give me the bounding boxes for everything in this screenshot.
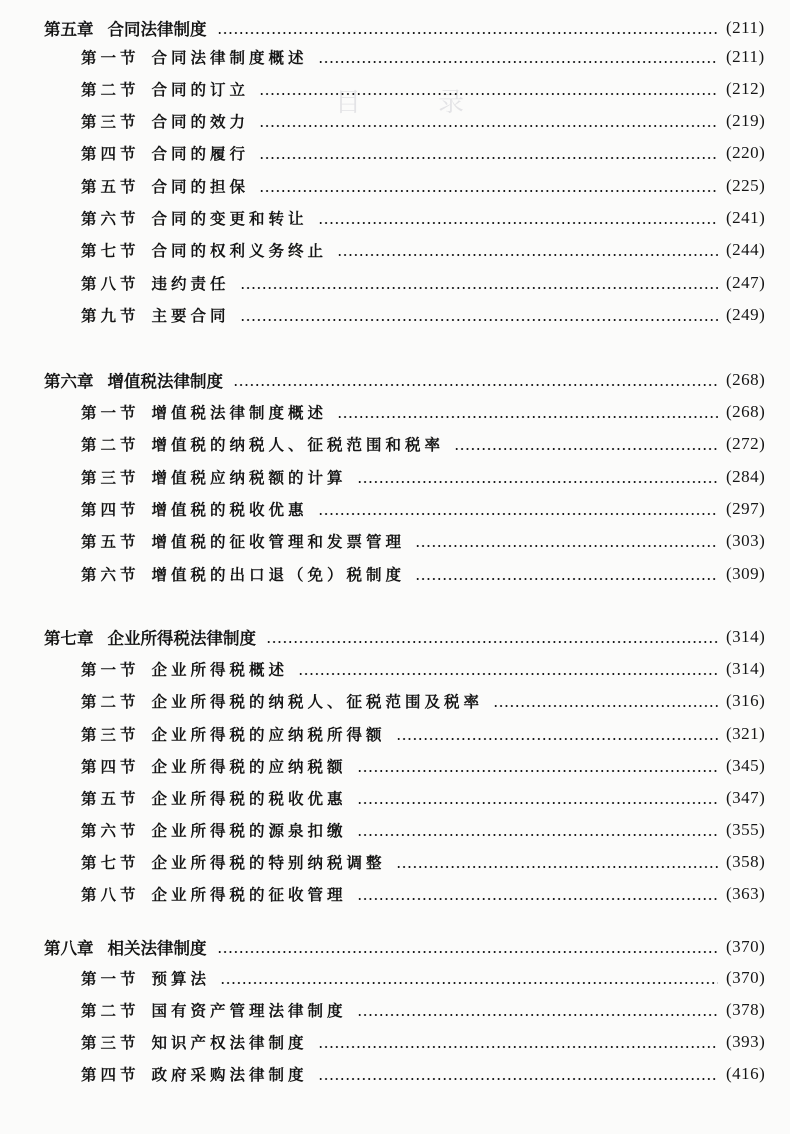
section-label	[0, 999, 347, 1021]
section-number: 第二节	[81, 435, 140, 454]
section-title: 主要合同	[151, 306, 230, 325]
dot-leader	[415, 545, 718, 547]
section-number: 第三节	[81, 1033, 140, 1052]
section-title: 合同的担保	[151, 177, 250, 196]
dot-leader	[259, 125, 718, 127]
section-number: 第六节	[81, 565, 140, 584]
chapter-label	[0, 16, 207, 40]
toc-chapter-row[interactable]	[0, 622, 790, 652]
toc-section-row[interactable]	[0, 879, 790, 909]
section-number: 第二节	[81, 692, 140, 711]
section-title: 企业所得税的应纳税额	[151, 757, 347, 776]
section-title: 预算法	[151, 969, 211, 988]
section-page-number: (241)	[726, 208, 766, 227]
section-title: 企业所得税概述	[151, 660, 289, 679]
section-label	[0, 658, 288, 680]
section-page-number: (363)	[726, 884, 766, 903]
section-page-number: (370)	[726, 968, 766, 987]
chapter-number: 第六章	[44, 372, 94, 391]
section-label	[0, 78, 249, 100]
toc-section-row[interactable]	[0, 203, 790, 233]
dot-leader	[298, 673, 718, 675]
section-label	[0, 851, 386, 873]
section-page-number: (314)	[726, 659, 766, 678]
section-page-number: (303)	[726, 531, 766, 550]
section-title: 企业所得税的纳税人、征税范围及税率	[151, 692, 484, 711]
toc-section-row[interactable]	[0, 751, 790, 781]
section-page-number: (416)	[726, 1064, 766, 1083]
dot-leader	[357, 898, 718, 900]
section-page-number: (345)	[726, 756, 766, 775]
section-title: 企业所得税的征收管理	[151, 885, 347, 904]
section-number: 第五节	[81, 177, 140, 196]
section-label	[0, 433, 444, 455]
section-title: 合同的履行	[151, 144, 250, 163]
dot-leader	[357, 834, 718, 836]
toc-section-row[interactable]	[0, 783, 790, 813]
section-label	[0, 239, 327, 261]
section-page-number: (355)	[726, 820, 766, 839]
dot-leader	[415, 578, 718, 580]
dot-leader	[318, 222, 718, 224]
chapter-number: 第八章	[44, 939, 94, 958]
section-label	[0, 530, 405, 552]
section-number: 第二节	[81, 80, 140, 99]
section-number: 第一节	[81, 48, 140, 67]
dot-leader	[357, 481, 718, 483]
section-label	[0, 1063, 308, 1085]
section-label	[0, 967, 210, 989]
section-title: 合同的变更和转让	[151, 209, 308, 228]
dot-leader	[318, 1078, 718, 1080]
dot-leader	[240, 319, 718, 321]
dot-leader	[220, 982, 718, 984]
section-page-number: (225)	[726, 176, 766, 195]
section-number: 第八节	[81, 274, 140, 293]
chapter-page-number: (211)	[726, 18, 765, 37]
section-title: 合同的权利义务终止	[151, 241, 328, 260]
section-title: 增值税应纳税额的计算	[151, 468, 347, 487]
section-number: 第五节	[81, 789, 140, 808]
chapter-page-number: (268)	[726, 370, 766, 389]
section-number: 第一节	[81, 969, 140, 988]
dot-leader	[396, 738, 718, 740]
toc-section-row[interactable]	[0, 42, 790, 72]
chapter-label	[0, 625, 256, 649]
toc-section-row[interactable]	[0, 462, 790, 492]
section-title: 合同的订立	[151, 80, 250, 99]
section-label	[0, 498, 308, 520]
dot-leader	[396, 866, 718, 868]
section-number: 第四节	[81, 500, 140, 519]
section-page-number: (378)	[726, 1000, 766, 1019]
section-label	[0, 272, 230, 294]
section-number: 第一节	[81, 403, 140, 422]
toc-section-row[interactable]	[0, 686, 790, 716]
section-page-number: (247)	[726, 273, 766, 292]
section-title: 国有资产管理法律制度	[151, 1001, 347, 1020]
dot-leader	[240, 287, 718, 289]
section-label	[0, 690, 483, 712]
section-page-number: (211)	[726, 47, 765, 66]
dot-leader	[318, 513, 718, 515]
dot-leader	[318, 61, 718, 63]
dot-leader	[493, 705, 718, 707]
toc-section-row[interactable]	[0, 654, 790, 684]
section-label	[0, 142, 249, 164]
toc-section-row[interactable]	[0, 559, 790, 589]
toc-section-row[interactable]	[0, 847, 790, 877]
section-page-number: (268)	[726, 402, 766, 421]
dot-leader	[357, 802, 718, 804]
toc-chapter-row[interactable]	[0, 365, 790, 395]
chapter-label	[0, 368, 223, 392]
section-page-number: (219)	[726, 111, 766, 130]
dot-leader	[217, 951, 719, 953]
section-label	[0, 755, 347, 777]
section-number: 第四节	[81, 144, 140, 163]
toc-section-row[interactable]	[0, 719, 790, 749]
section-number: 第八节	[81, 885, 140, 904]
toc-section-row[interactable]	[0, 268, 790, 298]
dot-leader	[454, 448, 718, 450]
section-title: 知识产权法律制度	[151, 1033, 308, 1052]
section-page-number: (358)	[726, 852, 766, 871]
section-number: 第三节	[81, 112, 140, 131]
section-page-number: (284)	[726, 467, 766, 486]
section-label	[0, 563, 405, 585]
section-page-number: (212)	[726, 79, 766, 98]
section-number: 第四节	[81, 1065, 140, 1084]
section-title: 企业所得税的源泉扣缴	[151, 821, 347, 840]
chapter-title: 相关法律制度	[107, 939, 207, 958]
section-label	[0, 207, 308, 229]
chapter-title: 增值税法律制度	[107, 372, 223, 391]
chapter-title: 企业所得税法律制度	[107, 629, 256, 648]
toc-section-row[interactable]	[0, 74, 790, 104]
dot-leader	[217, 32, 719, 34]
section-title: 合同的效力	[151, 112, 250, 131]
chapter-title: 合同法律制度	[107, 20, 207, 39]
toc-section-row[interactable]	[0, 429, 790, 459]
dot-leader	[357, 1014, 718, 1016]
section-label	[0, 1031, 308, 1053]
toc-section-row[interactable]	[0, 526, 790, 556]
section-label	[0, 787, 347, 809]
section-title: 企业所得税的应纳税所得额	[151, 725, 386, 744]
dot-leader	[357, 770, 718, 772]
section-number: 第七节	[81, 853, 140, 872]
toc-section-row[interactable]	[0, 963, 790, 993]
section-page-number: (220)	[726, 143, 766, 162]
toc-section-row[interactable]	[0, 138, 790, 168]
section-label	[0, 46, 308, 68]
toc-chapter-row[interactable]	[0, 932, 790, 962]
section-page-number: (272)	[726, 434, 766, 453]
toc-section-row[interactable]	[0, 494, 790, 524]
section-number: 第二节	[81, 1001, 140, 1020]
chapter-label	[0, 935, 207, 959]
section-title: 政府采购法律制度	[151, 1065, 308, 1084]
section-title: 企业所得税的特别纳税调整	[151, 853, 386, 872]
dot-leader	[266, 641, 718, 643]
chapter-page-number: (370)	[726, 937, 766, 956]
section-number: 第四节	[81, 757, 140, 776]
toc-section-row[interactable]	[0, 106, 790, 136]
toc-section-row[interactable]	[0, 1027, 790, 1057]
section-page-number: (393)	[726, 1032, 766, 1051]
section-title: 增值税的征收管理和发票管理	[151, 532, 406, 551]
section-label	[0, 723, 386, 745]
section-label	[0, 819, 347, 841]
section-label	[0, 401, 327, 423]
section-label	[0, 110, 249, 132]
section-title: 增值税的纳税人、征税范围和税率	[151, 435, 445, 454]
section-number: 第三节	[81, 725, 140, 744]
dot-leader	[233, 384, 718, 386]
toc-section-row[interactable]	[0, 171, 790, 201]
section-page-number: (249)	[726, 305, 766, 324]
section-page-number: (297)	[726, 499, 766, 518]
toc-section-row[interactable]	[0, 995, 790, 1025]
dot-leader	[259, 190, 718, 192]
toc-section-row[interactable]	[0, 300, 790, 330]
section-number: 第六节	[81, 821, 140, 840]
chapter-number: 第五章	[44, 20, 94, 39]
chapter-page-number: (314)	[726, 627, 766, 646]
toc-section-row[interactable]	[0, 815, 790, 845]
toc-section-row[interactable]	[0, 1059, 790, 1089]
section-number: 第五节	[81, 532, 140, 551]
bleed-through-mark: 目	[335, 88, 362, 118]
toc-chapter-row[interactable]	[0, 13, 790, 43]
dot-leader	[259, 157, 718, 159]
dot-leader	[337, 254, 718, 256]
section-page-number: (316)	[726, 691, 766, 710]
dot-leader	[337, 416, 718, 418]
section-label	[0, 883, 347, 905]
toc-section-row[interactable]	[0, 397, 790, 427]
section-page-number: (244)	[726, 240, 766, 259]
section-title: 增值税的税收优惠	[151, 500, 308, 519]
section-label	[0, 175, 249, 197]
section-title: 增值税的出口退（免）税制度	[151, 565, 406, 584]
section-number: 第一节	[81, 660, 140, 679]
section-number: 第七节	[81, 241, 140, 260]
section-number: 第三节	[81, 468, 140, 487]
section-page-number: (321)	[726, 724, 766, 743]
section-label	[0, 304, 230, 326]
chapter-number: 第七章	[44, 629, 94, 648]
section-number: 第九节	[81, 306, 140, 325]
section-title: 增值税法律制度概述	[151, 403, 328, 422]
section-number: 第六节	[81, 209, 140, 228]
toc-section-row[interactable]	[0, 235, 790, 265]
dot-leader	[259, 93, 718, 95]
section-title: 合同法律制度概述	[151, 48, 308, 67]
bleed-through-mark: 录	[438, 88, 465, 118]
section-label	[0, 466, 347, 488]
section-title: 企业所得税的税收优惠	[151, 789, 347, 808]
section-title: 违约责任	[151, 274, 230, 293]
section-page-number: (309)	[726, 564, 766, 583]
dot-leader	[318, 1046, 718, 1048]
section-page-number: (347)	[726, 788, 766, 807]
